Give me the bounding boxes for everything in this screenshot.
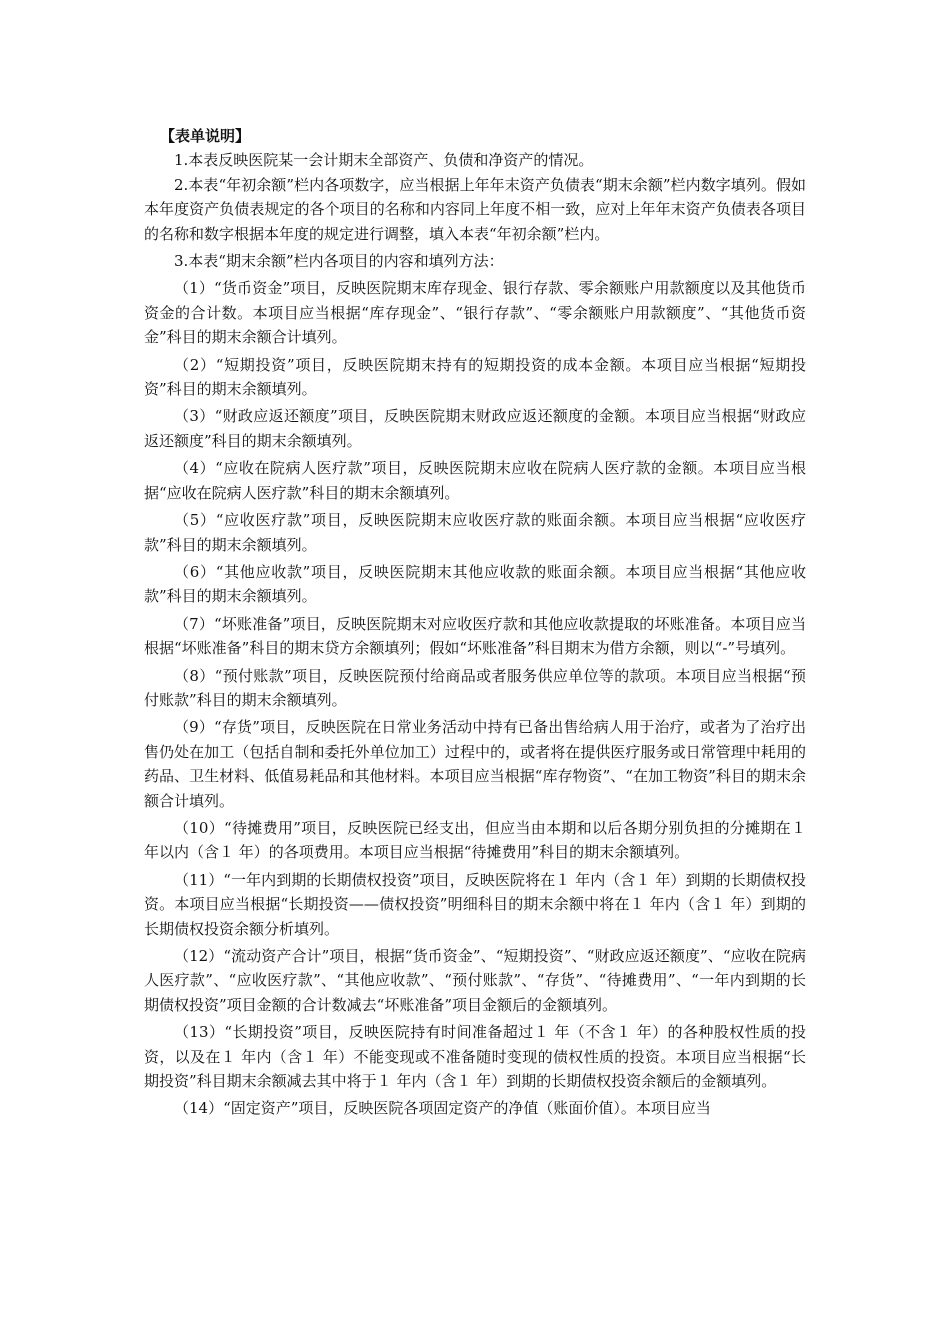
paragraph-1: 1.本表反映医院某一会计期末全部资产、负债和净资产的情况。 bbox=[174, 151, 594, 170]
section-heading: 【表单说明】 bbox=[160, 127, 251, 145]
item-4-inpatient-receivable: （4）“应收在院病人医疗款”项目，反映医院期末应收在院病人医疗款的金额。本项目应当根据“应收在院病人医疗款”科目的期末余额填列。 bbox=[144, 459, 806, 502]
item-12-total-current-assets: （12）“流动资产合计”项目，根据“货币资金”、“短期投资”、“财政应返还额度”、“应收在院病人医疗款”、“应收医疗款”、“其他应收款”、“预付账款”、“存货”、“待摊费用”、“一年内到期的长期债权投资”项目金额的合计数减去“坏账准备”项目金额后的金额填列。 bbox=[144, 947, 806, 1014]
item-9-inventory: （9）“存货”项目，反映医院在日常业务活动中持有已备出售给病人用于治疗，或者为了治疗出售仍处在加工（包括自制和委托外单位加工）过程中的，或者将在提供医疗服务或日常管理中耗用的药品、卫生材料、低值易耗品和其他材料。本项目应当根据“库存物资”、“在加工物资”科目的期末余额合计填列。 bbox=[144, 718, 806, 810]
item-13-long-term-investment: （13）“长期投资”项目，反映医院持有时间准备超过１ 年（不含１ 年）的各种股权性质的投资，以及在１ 年内（含１ 年）不能变现或不准备随时变现的债权性质的投资。本项目应当根据“长期投资”科目期末余额减去其中将于１ 年内（含１ 年）到期的长期债权投资余额后的金额填列。 bbox=[144, 1023, 806, 1091]
document-body bbox=[144, 124, 806, 1124]
paragraph-3: 3.本表“期末余额”栏内各项目的内容和填列方法： bbox=[174, 252, 504, 271]
item-8-prepayments: （8）“预付账款”项目，反映医院预付给商品或者服务供应单位等的款项。本项目应当根据“预付账款”科目的期末余额填列。 bbox=[144, 666, 806, 709]
item-1-currency-funds: （1）“货币资金”项目，反映医院期末库存现金、银行存款、零余额账户用款额度以及其他货币资金的合计数。本项目应当根据“库存现金”、“银行存款”、“零余额账户用款额度”、“其他货币资金”科目的期末余额合计填列。 bbox=[144, 279, 806, 347]
item-10-prepaid-expenses: （10）“待摊费用”项目，反映医院已经支出，但应当由本期和以后各期分别负担的分摊期在１ 年以内（含１ 年）的各项费用。本项目应当根据“待摊费用”科目的期末余额填列。 bbox=[144, 818, 806, 862]
item-3-fiscal-refund-quota: （3）“财政应返还额度”项目，反映医院期末财政应返还额度的金额。本项目应当根据“财政应返还额度”科目的期末余额填列。 bbox=[144, 407, 806, 450]
item-7-bad-debt-provision: （7）“坏账准备”项目，反映医院期末对应收医疗款和其他应收款提取的坏账准备。本项目应当根据“坏账准备”科目的期末贷方余额填列；假如“坏账准备”科目期末为借方余额，则以“-”号填列。 bbox=[144, 614, 806, 658]
item-14-fixed-assets: （14）“固定资产”项目，反映医院各项固定资产的净值（账面价值）。本项目应当 bbox=[174, 1099, 711, 1118]
item-5-medical-receivable: （5）“应收医疗款”项目，反映医院期末应收医疗款的账面余额。本项目应当根据“应收医疗款”科目的期末余额填列。 bbox=[144, 511, 806, 554]
item-11-current-long-term-debt-investment: （11）“一年内到期的长期债权投资”项目，反映医院将在１ 年内（含１ 年）到期的长期债权投资。本项目应当根据“长期投资——债权投资”明细科目的期末余额中将在１ 年内（含１ 年）到期的长期债权投资余额分析填列。 bbox=[144, 870, 806, 938]
paragraph-2: 2.本表“年初余额”栏内各项数字，应当根据上年年末资产负债表“期末余额”栏内数字填列。假如本年度资产负债表规定的各个项目的名称和内容同上年度不相一致，应对上年年末资产负债表各项目的名称和数字根据本年度的规定进行调整，填入本表“年初余额”栏内。 bbox=[144, 175, 806, 243]
item-2-short-term-investment: （2）“短期投资”项目，反映医院期末持有的短期投资的成本金额。本项目应当根据“短期投资”科目的期末余额填列。 bbox=[144, 355, 806, 399]
item-6-other-receivables: （6）“其他应收款”项目，反映医院期末其他应收款的账面余额。本项目应当根据“其他应收款”科目的期末余额填列。 bbox=[144, 562, 806, 606]
